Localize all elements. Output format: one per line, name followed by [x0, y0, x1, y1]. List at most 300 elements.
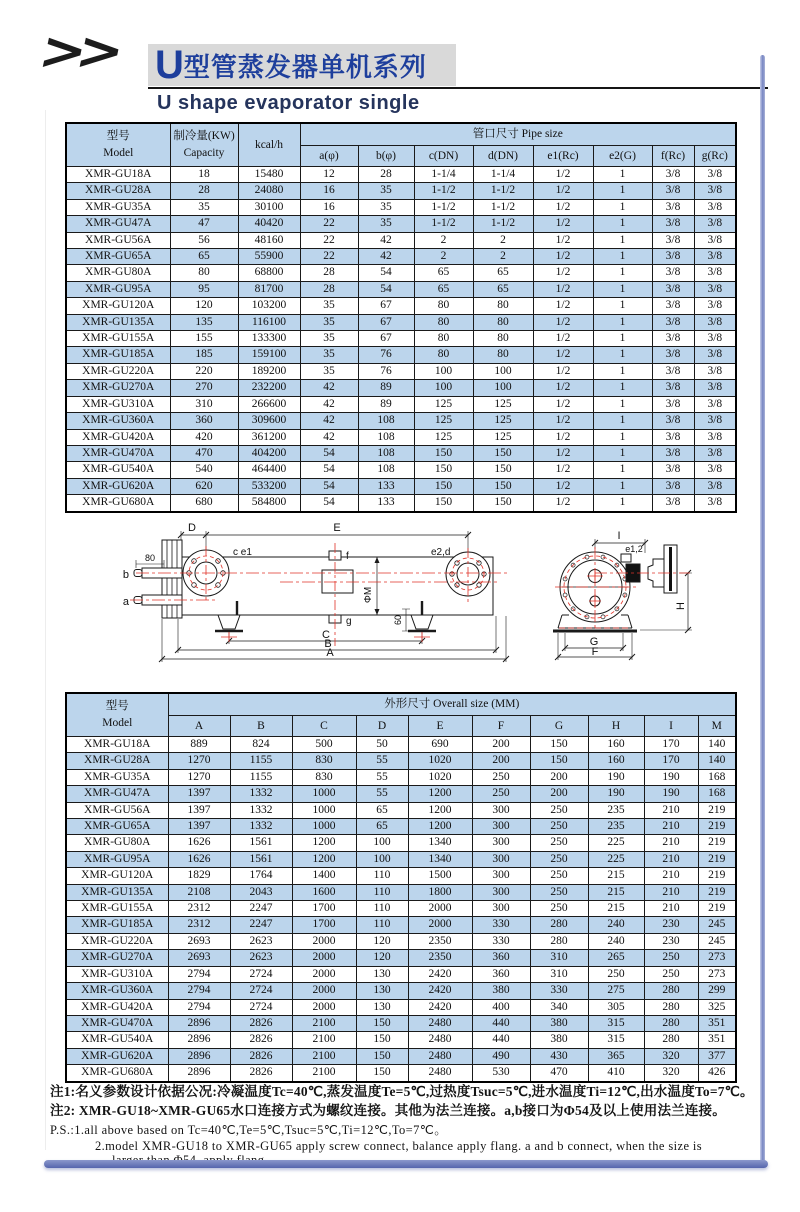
value-cell: 1332: [230, 786, 292, 802]
value-cell: 150: [473, 462, 533, 478]
table-row: [66, 462, 736, 478]
table-row: [66, 249, 736, 265]
value-cell: 65: [473, 281, 533, 297]
value-cell: 315: [588, 1032, 644, 1048]
value-cell: 170: [644, 753, 698, 769]
value-cell: 310: [170, 396, 238, 412]
value-cell: 3/8: [694, 265, 736, 281]
col-header-C: C: [292, 716, 356, 737]
model-cell: XMR-GU47A: [66, 786, 168, 802]
value-cell: 47: [170, 216, 238, 232]
value-cell: 3/8: [652, 216, 694, 232]
value-cell: 1600: [292, 884, 356, 900]
model-cell: XMR-GU47A: [66, 216, 170, 232]
model-cell: XMR-GU680A: [66, 495, 170, 512]
col-header-capacity: 制冷量(KW) Capacity: [170, 123, 238, 167]
model-cell: XMR-GU470A: [66, 1015, 168, 1031]
table-row: [66, 445, 736, 461]
value-cell: 351: [698, 1015, 736, 1031]
value-cell: 140: [698, 753, 736, 769]
value-cell: 320: [644, 1048, 698, 1064]
value-cell: 210: [644, 802, 698, 818]
value-cell: 1626: [168, 835, 230, 851]
value-cell: 3/8: [694, 167, 736, 183]
value-cell: 680: [170, 495, 238, 512]
value-cell: 155: [170, 331, 238, 347]
value-cell: 219: [698, 851, 736, 867]
table-row: [66, 999, 736, 1015]
value-cell: 65: [356, 819, 408, 835]
value-cell: 2480: [408, 1015, 472, 1031]
value-cell: 200: [472, 737, 530, 753]
col-header-model: 型号 Model: [66, 123, 170, 167]
value-cell: 1/2: [533, 380, 593, 396]
model-cell: XMR-GU360A: [66, 413, 170, 429]
value-cell: 35: [300, 363, 358, 379]
value-cell: 1: [593, 281, 652, 297]
value-cell: 320: [644, 1065, 698, 1082]
value-cell: 2312: [168, 917, 230, 933]
value-cell: 2000: [408, 901, 472, 917]
value-cell: 110: [356, 868, 408, 884]
page-bottom-accent-bar: [44, 1160, 768, 1168]
value-cell: 273: [698, 966, 736, 982]
value-cell: 189200: [238, 363, 300, 379]
value-cell: 219: [698, 819, 736, 835]
table-row: [66, 314, 736, 330]
value-cell: 3/8: [694, 396, 736, 412]
col-header-c: c(DN): [414, 146, 473, 167]
table-row: [66, 819, 736, 835]
value-cell: 35: [300, 314, 358, 330]
model-cell: XMR-GU155A: [66, 331, 170, 347]
value-cell: 1200: [408, 786, 472, 802]
value-cell: 210: [644, 868, 698, 884]
value-cell: 2724: [230, 966, 292, 982]
value-cell: 140: [698, 737, 736, 753]
value-cell: 1: [593, 183, 652, 199]
model-cell: XMR-GU360A: [66, 983, 168, 999]
value-cell: 2100: [292, 1032, 356, 1048]
value-cell: 2420: [408, 966, 472, 982]
value-cell: 1270: [168, 753, 230, 769]
value-cell: 1-1/2: [414, 183, 473, 199]
value-cell: 1: [593, 429, 652, 445]
dim-label-a2: A: [326, 647, 334, 659]
value-cell: 1561: [230, 835, 292, 851]
value-cell: 150: [473, 478, 533, 494]
value-cell: 3/8: [652, 478, 694, 494]
value-cell: 42: [358, 249, 414, 265]
value-cell: 220: [170, 363, 238, 379]
value-cell: 54: [300, 445, 358, 461]
value-cell: 30100: [238, 199, 300, 215]
value-cell: 1/2: [533, 462, 593, 478]
value-cell: 3/8: [652, 249, 694, 265]
table-row: [66, 199, 736, 215]
value-cell: 80: [414, 298, 473, 314]
value-cell: 125: [473, 413, 533, 429]
value-cell: 360: [170, 413, 238, 429]
table-row: [66, 183, 736, 199]
value-cell: 24080: [238, 183, 300, 199]
value-cell: 2794: [168, 983, 230, 999]
table-row: [66, 1015, 736, 1031]
value-cell: 235: [588, 802, 644, 818]
table-row: [66, 950, 736, 966]
value-cell: 54: [300, 478, 358, 494]
value-cell: 1/2: [533, 265, 593, 281]
value-cell: 89: [358, 380, 414, 396]
value-cell: 1155: [230, 769, 292, 785]
value-cell: 65: [356, 802, 408, 818]
value-cell: 1/2: [533, 216, 593, 232]
model-cell: XMR-GU155A: [66, 901, 168, 917]
value-cell: 210: [644, 819, 698, 835]
value-cell: 210: [644, 884, 698, 900]
value-cell: 3/8: [652, 167, 694, 183]
value-cell: 22: [300, 232, 358, 248]
value-cell: 1: [593, 167, 652, 183]
value-cell: 1/2: [533, 298, 593, 314]
value-cell: 2: [414, 249, 473, 265]
value-cell: 3/8: [694, 380, 736, 396]
value-cell: 310: [530, 950, 588, 966]
value-cell: 150: [530, 753, 588, 769]
value-cell: 365: [588, 1048, 644, 1064]
col-header-D: D: [356, 716, 408, 737]
value-cell: 1200: [292, 851, 356, 867]
value-cell: 100: [414, 363, 473, 379]
value-cell: 1561: [230, 851, 292, 867]
value-cell: 1: [593, 413, 652, 429]
value-cell: 110: [356, 884, 408, 900]
value-cell: 315: [588, 1015, 644, 1031]
value-cell: 3/8: [694, 331, 736, 347]
value-cell: 2693: [168, 933, 230, 949]
value-cell: 65: [414, 265, 473, 281]
value-cell: 280: [644, 999, 698, 1015]
value-cell: 1397: [168, 819, 230, 835]
value-cell: 2794: [168, 966, 230, 982]
value-cell: 160: [588, 737, 644, 753]
value-cell: 250: [644, 950, 698, 966]
value-cell: 130: [356, 983, 408, 999]
value-cell: 200: [472, 753, 530, 769]
model-cell: XMR-GU620A: [66, 1048, 168, 1064]
value-cell: 280: [530, 933, 588, 949]
col-header-M: M: [698, 716, 736, 737]
value-cell: 210: [644, 835, 698, 851]
value-cell: 2108: [168, 884, 230, 900]
model-cell: XMR-GU35A: [66, 199, 170, 215]
value-cell: 1: [593, 495, 652, 512]
value-cell: 3/8: [694, 216, 736, 232]
model-cell: XMR-GU310A: [66, 966, 168, 982]
value-cell: 360: [472, 950, 530, 966]
value-cell: 250: [472, 769, 530, 785]
value-cell: 340: [530, 999, 588, 1015]
value-cell: 1/2: [533, 314, 593, 330]
port-label-e12: e1,2: [625, 544, 643, 554]
value-cell: 1: [593, 478, 652, 494]
value-cell: 48160: [238, 232, 300, 248]
value-cell: 108: [358, 462, 414, 478]
table-row: [66, 331, 736, 347]
table-row: [66, 868, 736, 884]
value-cell: 1/2: [533, 183, 593, 199]
value-cell: 250: [472, 786, 530, 802]
value-cell: 35: [358, 183, 414, 199]
value-cell: 1: [593, 216, 652, 232]
side-view: [134, 531, 509, 662]
note-ps-1: P.S.:1.all above based on Tc=40℃,Te=5℃,Tsuc=5℃,Ti=12℃,To=7℃。: [50, 1123, 448, 1137]
value-cell: 42: [300, 413, 358, 429]
value-cell: 35: [358, 216, 414, 232]
chevrons-icon: >>: [33, 21, 121, 82]
value-cell: 620: [170, 478, 238, 494]
value-cell: 305: [588, 999, 644, 1015]
value-cell: 3/8: [694, 249, 736, 265]
value-cell: 330: [472, 933, 530, 949]
value-cell: 250: [530, 819, 588, 835]
value-cell: 2826: [230, 1065, 292, 1082]
table-row: [66, 167, 736, 183]
model-cell: XMR-GU310A: [66, 396, 170, 412]
value-cell: 1020: [408, 769, 472, 785]
value-cell: 200: [530, 769, 588, 785]
port-label-e2d: e2,d: [431, 547, 451, 558]
value-cell: 1626: [168, 851, 230, 867]
value-cell: 35: [170, 199, 238, 215]
value-cell: 80: [473, 347, 533, 363]
dim-label-b2: B: [324, 638, 332, 650]
value-cell: 1: [593, 232, 652, 248]
port-label-b: b: [122, 569, 129, 581]
model-cell: XMR-GU95A: [66, 851, 168, 867]
value-cell: 28: [170, 183, 238, 199]
value-cell: 150: [414, 495, 473, 512]
value-cell: 280: [644, 1015, 698, 1031]
value-cell: 108: [358, 445, 414, 461]
value-cell: 210: [644, 901, 698, 917]
col-header-model: 型号 Model: [66, 693, 168, 737]
col-header-E: E: [408, 716, 472, 737]
col-header-d: d(DN): [473, 146, 533, 167]
value-cell: 1200: [408, 802, 472, 818]
value-cell: 2480: [408, 1065, 472, 1082]
value-cell: 2826: [230, 1048, 292, 1064]
value-cell: 68800: [238, 265, 300, 281]
value-cell: 1200: [408, 819, 472, 835]
value-cell: 3/8: [694, 495, 736, 512]
value-cell: 2896: [168, 1015, 230, 1031]
col-header-G: G: [530, 716, 588, 737]
value-cell: 56: [170, 232, 238, 248]
model-cell: XMR-GU270A: [66, 380, 170, 396]
value-cell: 250: [588, 966, 644, 982]
value-cell: 230: [644, 917, 698, 933]
table-row: [66, 265, 736, 281]
value-cell: 245: [698, 933, 736, 949]
value-cell: 125: [473, 429, 533, 445]
value-cell: 3/8: [652, 183, 694, 199]
value-cell: 95: [170, 281, 238, 297]
value-cell: 100: [473, 380, 533, 396]
value-cell: 54: [300, 495, 358, 512]
model-cell: XMR-GU220A: [66, 363, 170, 379]
value-cell: 67: [358, 331, 414, 347]
table-row: [66, 298, 736, 314]
table-row: [66, 1065, 736, 1082]
model-cell: XMR-GU620A: [66, 478, 170, 494]
value-cell: 16: [300, 183, 358, 199]
value-cell: 210: [644, 851, 698, 867]
value-cell: 464400: [238, 462, 300, 478]
col-header-A: A: [168, 716, 230, 737]
table-row: [66, 396, 736, 412]
model-cell: XMR-GU135A: [66, 884, 168, 900]
value-cell: 133: [358, 478, 414, 494]
value-cell: 3/8: [694, 199, 736, 215]
value-cell: 2312: [168, 901, 230, 917]
value-cell: 250: [530, 835, 588, 851]
value-cell: 1: [593, 199, 652, 215]
value-cell: 265: [588, 950, 644, 966]
value-cell: 3/8: [694, 413, 736, 429]
value-cell: 2000: [292, 983, 356, 999]
value-cell: 1: [593, 462, 652, 478]
value-cell: 230: [644, 933, 698, 949]
col-header-b: b(φ): [358, 146, 414, 167]
model-cell: XMR-GU680A: [66, 1065, 168, 1082]
value-cell: 2000: [408, 917, 472, 933]
value-cell: 404200: [238, 445, 300, 461]
value-cell: 76: [358, 347, 414, 363]
value-cell: 133300: [238, 331, 300, 347]
value-cell: 3/8: [652, 314, 694, 330]
value-cell: 824: [230, 737, 292, 753]
value-cell: 80: [414, 314, 473, 330]
value-cell: 125: [414, 413, 473, 429]
model-cell: XMR-GU56A: [66, 802, 168, 818]
value-cell: 55900: [238, 249, 300, 265]
value-cell: 250: [644, 966, 698, 982]
value-cell: 185: [170, 347, 238, 363]
value-cell: 1: [593, 396, 652, 412]
value-cell: 190: [588, 786, 644, 802]
value-cell: 3/8: [694, 298, 736, 314]
value-cell: 150: [530, 737, 588, 753]
table-row: [66, 1048, 736, 1064]
value-cell: 300: [472, 835, 530, 851]
value-cell: 300: [472, 819, 530, 835]
value-cell: 420: [170, 429, 238, 445]
table-row: [66, 737, 736, 753]
value-cell: 150: [473, 445, 533, 461]
value-cell: 690: [408, 737, 472, 753]
value-cell: 361200: [238, 429, 300, 445]
value-cell: 280: [530, 917, 588, 933]
value-cell: 1000: [292, 802, 356, 818]
value-cell: 219: [698, 835, 736, 851]
value-cell: 50: [356, 737, 408, 753]
table-row: [66, 413, 736, 429]
value-cell: 2724: [230, 983, 292, 999]
value-cell: 110: [356, 901, 408, 917]
table-row: [66, 983, 736, 999]
value-cell: 1/2: [533, 249, 593, 265]
value-cell: 215: [588, 868, 644, 884]
value-cell: 35: [300, 331, 358, 347]
value-cell: 430: [530, 1048, 588, 1064]
value-cell: 1/2: [533, 413, 593, 429]
table-row: [66, 216, 736, 232]
model-cell: XMR-GU120A: [66, 298, 170, 314]
value-cell: 1397: [168, 802, 230, 818]
value-cell: 125: [414, 429, 473, 445]
value-cell: 1500: [408, 868, 472, 884]
value-cell: 150: [414, 462, 473, 478]
value-cell: 3/8: [652, 347, 694, 363]
value-cell: 42: [358, 232, 414, 248]
value-cell: 89: [358, 396, 414, 412]
value-cell: 1155: [230, 753, 292, 769]
col-header-kcal: kcal/h: [238, 123, 300, 167]
value-cell: 1200: [292, 835, 356, 851]
value-cell: 42: [300, 396, 358, 412]
value-cell: 1-1/4: [473, 167, 533, 183]
value-cell: 300: [472, 851, 530, 867]
col-header-B: B: [230, 716, 292, 737]
value-cell: 80: [414, 331, 473, 347]
value-cell: 3/8: [694, 314, 736, 330]
table-row: [66, 753, 736, 769]
value-cell: 3/8: [694, 478, 736, 494]
value-cell: 1/2: [533, 495, 593, 512]
table-row: [66, 851, 736, 867]
table-row: [66, 495, 736, 512]
value-cell: 440: [472, 1032, 530, 1048]
page-title-band: [148, 44, 456, 86]
value-cell: 1000: [292, 819, 356, 835]
value-cell: 103200: [238, 298, 300, 314]
value-cell: 2: [473, 249, 533, 265]
value-cell: 108: [358, 413, 414, 429]
table-row: [66, 917, 736, 933]
dim-label-60: 60: [393, 614, 403, 625]
value-cell: 250: [530, 901, 588, 917]
model-cell: XMR-GU80A: [66, 265, 170, 281]
value-cell: 150: [414, 445, 473, 461]
port-label-ce1: c e1: [233, 547, 252, 558]
model-cell: XMR-GU28A: [66, 183, 170, 199]
value-cell: 3/8: [652, 363, 694, 379]
value-cell: 325: [698, 999, 736, 1015]
value-cell: 2000: [292, 933, 356, 949]
value-cell: 470: [530, 1065, 588, 1082]
value-cell: 250: [530, 851, 588, 867]
value-cell: 1: [593, 445, 652, 461]
value-cell: 100: [356, 835, 408, 851]
value-cell: 1: [593, 380, 652, 396]
table-row: [66, 363, 736, 379]
value-cell: 1-1/2: [414, 216, 473, 232]
value-cell: 54: [358, 265, 414, 281]
value-cell: 219: [698, 868, 736, 884]
value-cell: 1/2: [533, 167, 593, 183]
table-row: [66, 380, 736, 396]
